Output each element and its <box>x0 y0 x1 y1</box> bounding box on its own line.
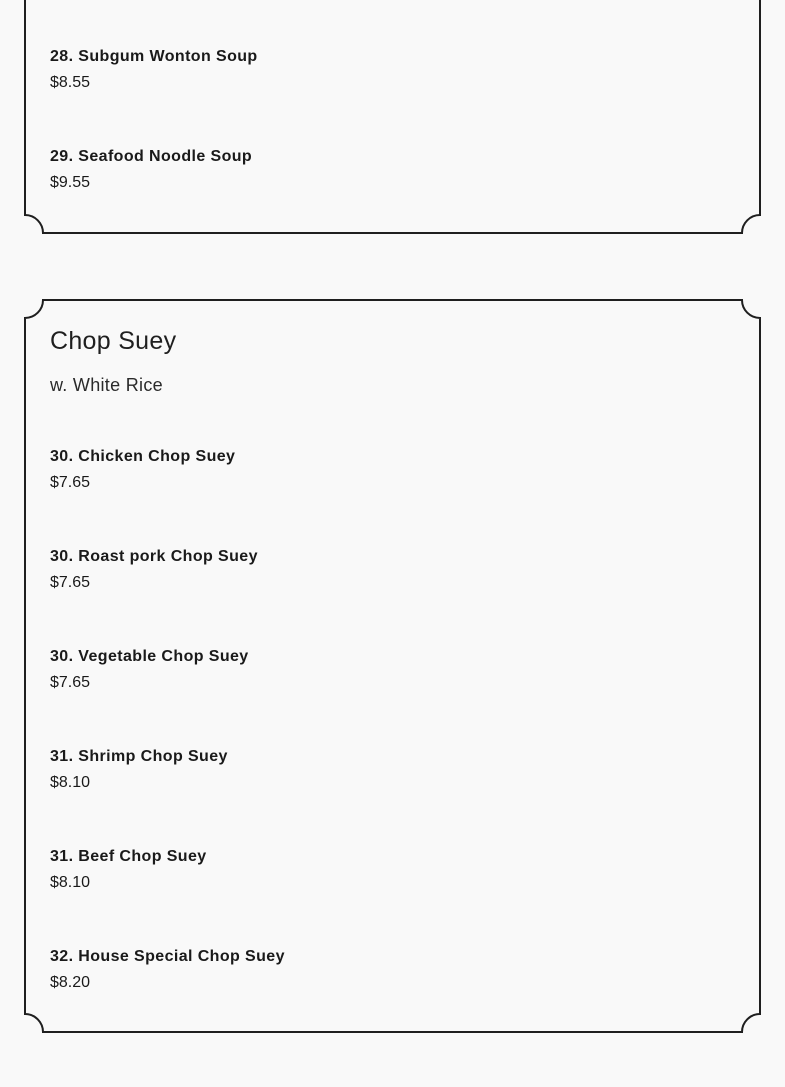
item-price: $8.10 <box>50 874 91 891</box>
item-price: $8.55 <box>50 74 91 91</box>
menu-item[interactable] <box>50 48 650 108</box>
item-name: 29. Seafood Noodle Soup <box>50 148 253 165</box>
item-name: 28. Subgum Wonton Soup <box>50 48 258 65</box>
item-name: 30. Chicken Chop Suey <box>50 448 236 465</box>
section-subtitle: w. White Rice <box>50 375 163 395</box>
section-title: Chop Suey <box>50 327 177 355</box>
item-price: $7.65 <box>50 674 91 691</box>
item-price: $8.20 <box>50 974 91 991</box>
item-price: $9.55 <box>50 174 91 191</box>
item-name: 30. Vegetable Chop Suey <box>50 648 249 665</box>
menu-item[interactable] <box>50 648 650 708</box>
menu-item[interactable] <box>50 448 650 508</box>
item-name: 32. House Special Chop Suey <box>50 948 285 965</box>
item-price: $8.10 <box>50 774 91 791</box>
item-name: 31. Shrimp Chop Suey <box>50 748 228 765</box>
chop-suey-section-card <box>24 299 761 1034</box>
soup-section-card <box>24 0 761 235</box>
menu-item[interactable] <box>50 548 650 608</box>
menu-item[interactable] <box>50 848 650 908</box>
menu-item[interactable] <box>50 948 650 1008</box>
menu-item[interactable] <box>50 748 650 808</box>
item-price: $7.65 <box>50 474 91 491</box>
item-name: 30. Roast pork Chop Suey <box>50 548 258 565</box>
item-name: 31. Beef Chop Suey <box>50 848 207 865</box>
item-price: $7.65 <box>50 574 91 591</box>
menu-item[interactable] <box>50 148 650 208</box>
